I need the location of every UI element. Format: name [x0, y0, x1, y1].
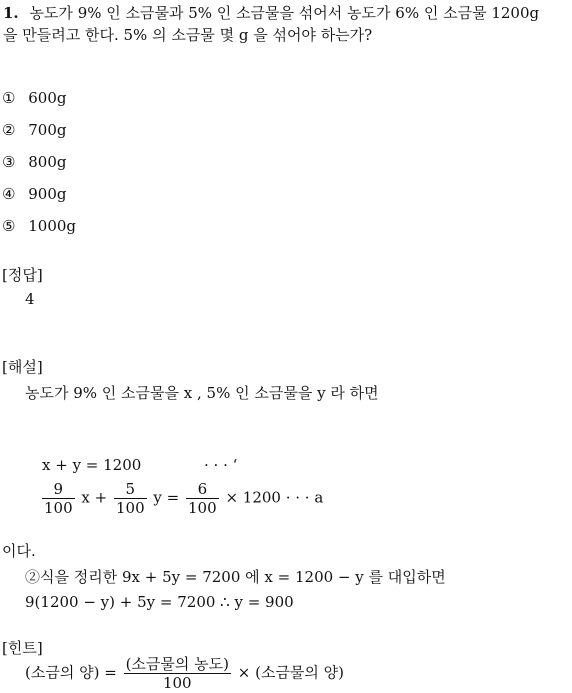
- fraction-denominator: 100: [188, 499, 217, 517]
- question-line-1: [3, 2, 539, 23]
- option-4[interactable]: [2, 185, 66, 203]
- option-marker: ③: [2, 153, 16, 171]
- option-5[interactable]: [2, 217, 76, 235]
- hint-rhs: × (소금물의 양): [237, 663, 345, 682]
- explanation-heading: [해설]: [2, 358, 43, 376]
- option-2[interactable]: [2, 121, 66, 139]
- question-text-1: 농도가 9% 인 소금물과 5% 인 소금물을 섞어서 농도가 6% 인 소금물 1200g: [29, 4, 540, 22]
- fraction-numerator: 6: [186, 480, 219, 499]
- equation-term: x +: [81, 488, 108, 507]
- equation-2: [40, 480, 323, 517]
- explanation-step-1: ②식을 정리한 9x + 5y = 7200 에 x = 1200 − y 를 대입하면: [25, 568, 446, 586]
- option-text: 1000g: [28, 217, 77, 235]
- answer-value: 4: [25, 290, 35, 308]
- explanation-intro: 농도가 9% 인 소금물을 x , 5% 인 소금물을 y 라 하면: [25, 384, 379, 402]
- option-text: 800g: [28, 153, 67, 171]
- question-number: 1.: [3, 4, 19, 22]
- fraction: [42, 480, 75, 517]
- fraction-denominator: 100: [44, 499, 73, 517]
- fraction-denominator: 100: [116, 499, 145, 517]
- option-marker: ④: [2, 185, 16, 203]
- option-text: 600g: [28, 89, 67, 107]
- fraction-denominator: 100: [162, 674, 192, 692]
- explanation-step-2: 9(1200 − y) + 5y = 7200 ∴ y = 900: [25, 593, 294, 611]
- option-3[interactable]: [2, 153, 66, 171]
- option-1[interactable]: [2, 89, 66, 107]
- equation-term: y =: [153, 488, 180, 507]
- fraction: [124, 655, 231, 692]
- hint-formula: [25, 655, 344, 692]
- fraction-numerator: 5: [114, 480, 147, 499]
- question-text-2: 을 만들려고 한다. 5% 의 소금물 몇 g 을 섞어야 하는가?: [3, 26, 373, 44]
- equation-term: × 1200 · · · a: [225, 488, 324, 507]
- option-marker: ⑤: [2, 217, 16, 235]
- fraction-numerator: (소금물의 농도): [125, 655, 229, 673]
- option-text: 900g: [28, 185, 67, 203]
- explanation-ida: 이다.: [2, 542, 36, 560]
- option-text: 700g: [28, 121, 67, 139]
- option-marker: ①: [2, 89, 16, 107]
- equation-1: x + y = 1200: [42, 456, 142, 474]
- answer-heading: [정답]: [2, 266, 43, 284]
- equation-1-tag: · · · ‘: [204, 456, 238, 474]
- hint-heading: [힌트]: [2, 639, 43, 657]
- fraction: [186, 480, 219, 517]
- hint-lhs: (소금의 양) =: [25, 663, 117, 682]
- fraction-numerator: 9: [42, 480, 75, 499]
- fraction: [114, 480, 147, 517]
- option-marker: ②: [2, 121, 16, 139]
